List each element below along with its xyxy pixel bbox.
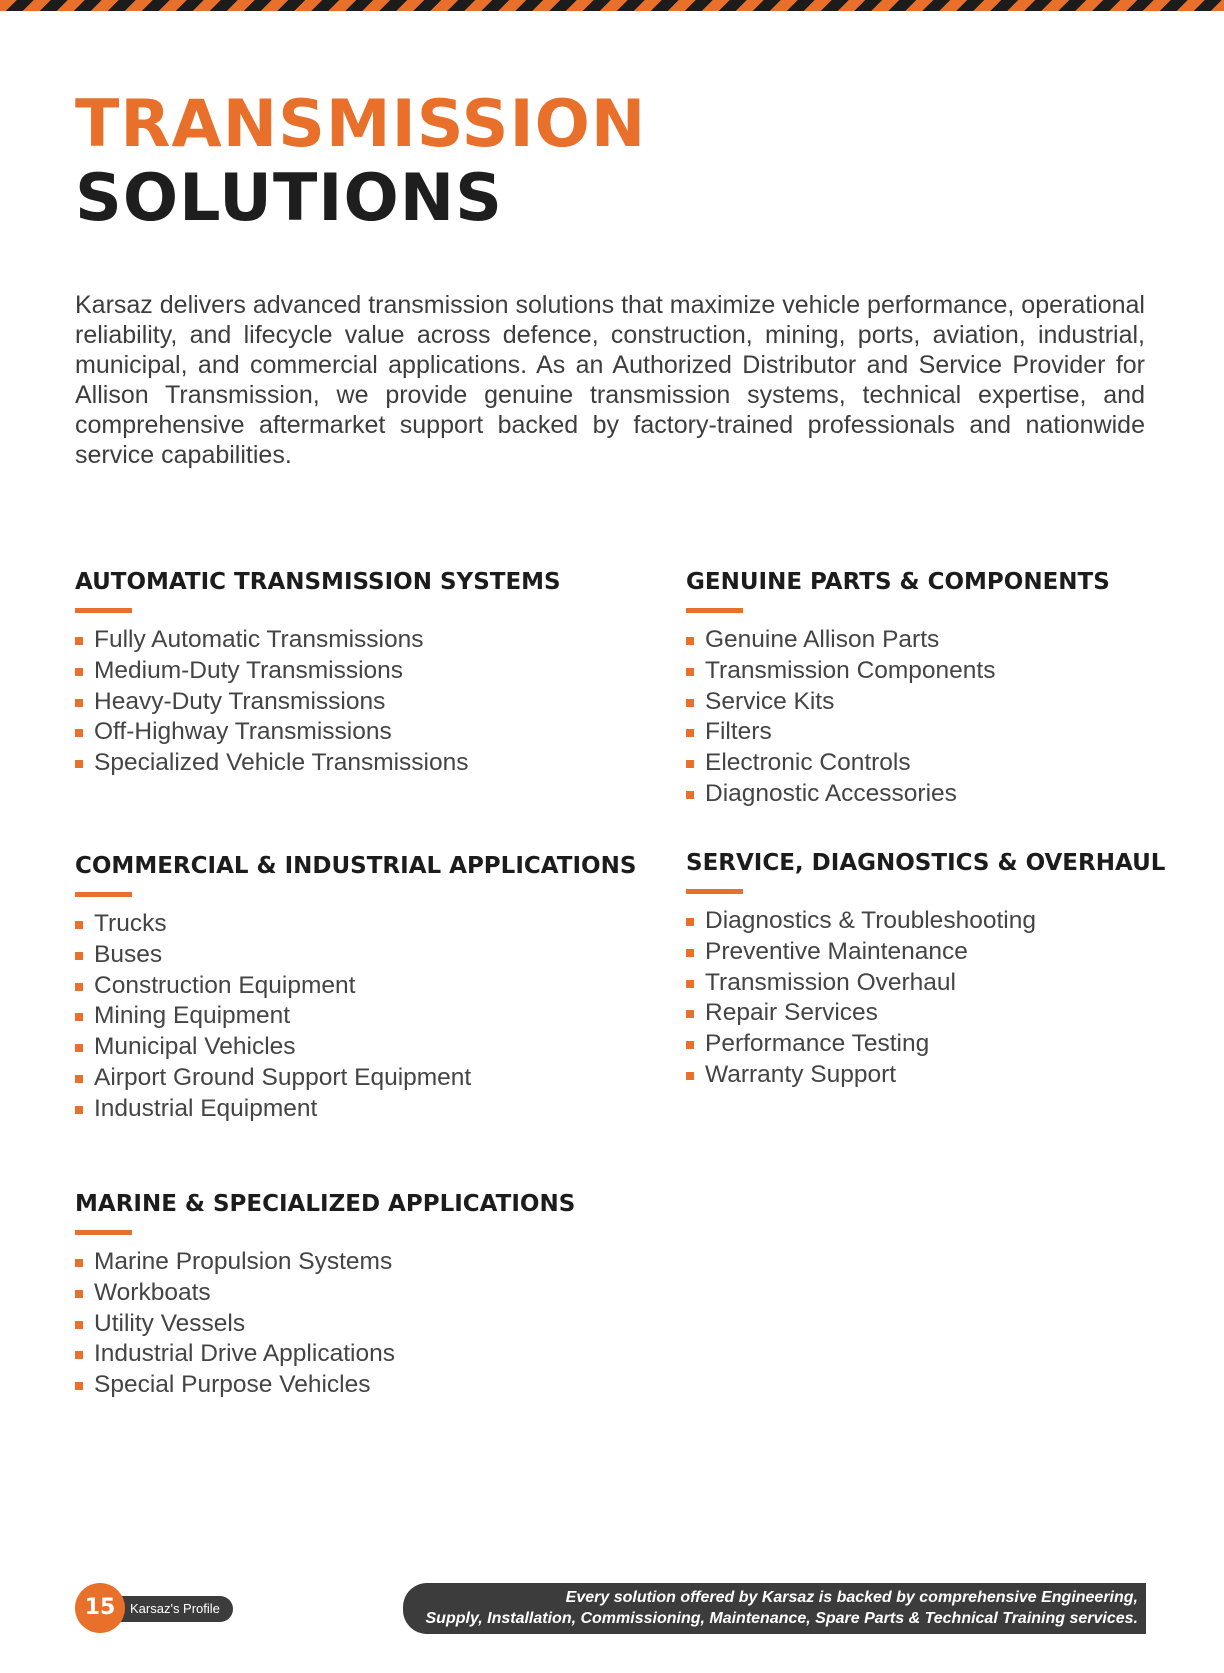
tagline-line-2: Supply, Installation, Commissioning, Maintenance, Spare Parts & Technical Training services. xyxy=(425,1610,1138,1627)
item-list xyxy=(686,625,1224,810)
tagline-line-1: Every solution offered by Karsaz is backed by comprehensive Engineering, xyxy=(565,1589,1138,1606)
bullet-square-icon xyxy=(75,760,83,768)
list-item: Diagnostic Accessories xyxy=(686,779,1224,810)
list-item: Off-Highway Transmissions xyxy=(75,717,635,748)
bullet-square-icon xyxy=(686,1010,694,1018)
intro-paragraph: Karsaz delivers advanced transmission solutions that maximize vehicle performance, operational reliability, and lifecycle value across defence, construction, mining, ports, aviation, industrial, municipal, and commercial applications. As an Authorized Distributor and Service Provider for Allison Transmission, we provide genuine transmission systems, technical expertise, and comprehensive aftermarket support backed by factory-trained professionals and nationwide service capabilities. xyxy=(75,291,1145,469)
list-item: Transmission Components xyxy=(686,656,1224,687)
list-item: Trucks xyxy=(75,909,635,940)
list-item: Warranty Support xyxy=(686,1060,1224,1091)
bullet-square-icon xyxy=(75,1075,83,1083)
title-line-1: TRANSMISSION xyxy=(75,87,647,162)
list-item: Preventive Maintenance xyxy=(686,937,1224,968)
bullet-square-icon xyxy=(75,1351,83,1359)
list-item: Utility Vessels xyxy=(75,1309,635,1340)
bullet-square-icon xyxy=(686,980,694,988)
list-item: Transmission Overhaul xyxy=(686,968,1224,999)
list-item: Medium-Duty Transmissions xyxy=(75,656,635,687)
bullet-square-icon xyxy=(686,729,694,737)
list-item: Filters xyxy=(686,717,1224,748)
title-line-2: SOLUTIONS xyxy=(75,161,503,236)
section-genuine-parts-components xyxy=(686,567,1224,810)
bullet-square-icon xyxy=(75,637,83,645)
heading-underline xyxy=(686,889,743,894)
bullet-square-icon xyxy=(75,1013,83,1021)
bullet-square-icon xyxy=(686,699,694,707)
list-item: Electronic Controls xyxy=(686,748,1224,779)
bullet-square-icon xyxy=(75,1290,83,1298)
bullet-square-icon xyxy=(686,949,694,957)
list-item: Airport Ground Support Equipment xyxy=(75,1063,635,1094)
section-automatic-transmission-systems xyxy=(75,567,635,779)
bullet-square-icon xyxy=(75,729,83,737)
list-item: Heavy-Duty Transmissions xyxy=(75,687,635,718)
list-item: Repair Services xyxy=(686,998,1224,1029)
page-title xyxy=(75,88,646,236)
bullet-square-icon xyxy=(75,983,83,991)
section-service-diagnostics-overhaul xyxy=(686,848,1224,1091)
bullet-square-icon xyxy=(686,1072,694,1080)
section-marine-specialized-applications xyxy=(75,1189,635,1401)
bullet-square-icon xyxy=(75,952,83,960)
list-item: Buses xyxy=(75,940,635,971)
hazard-stripe-border xyxy=(0,0,1224,11)
bullet-square-icon xyxy=(75,921,83,929)
item-list xyxy=(75,1247,635,1401)
list-item: Workboats xyxy=(75,1278,635,1309)
bullet-square-icon xyxy=(75,668,83,676)
section-heading: MARINE & SPECIALIZED APPLICATIONS xyxy=(75,1191,576,1217)
profile-label: Karsaz's Profile xyxy=(130,1601,220,1616)
bullet-square-icon xyxy=(686,637,694,645)
section-heading: AUTOMATIC TRANSMISSION SYSTEMS xyxy=(75,569,561,595)
section-commercial-industrial-applications xyxy=(75,851,635,1125)
list-item: Service Kits xyxy=(686,687,1224,718)
bullet-square-icon xyxy=(75,699,83,707)
section-heading: SERVICE, DIAGNOSTICS & OVERHAUL xyxy=(686,850,1166,876)
bullet-square-icon xyxy=(75,1382,83,1390)
bullet-square-icon xyxy=(686,918,694,926)
footer-tagline-banner xyxy=(403,1583,1146,1634)
bullet-square-icon xyxy=(686,1041,694,1049)
section-heading: GENUINE PARTS & COMPONENTS xyxy=(686,569,1110,595)
list-item: Diagnostics & Troubleshooting xyxy=(686,906,1224,937)
list-item: Fully Automatic Transmissions xyxy=(75,625,635,656)
item-list xyxy=(686,906,1224,1091)
bullet-square-icon xyxy=(686,791,694,799)
list-item: Marine Propulsion Systems xyxy=(75,1247,635,1278)
list-item: Special Purpose Vehicles xyxy=(75,1370,635,1401)
bullet-square-icon xyxy=(686,760,694,768)
bullet-square-icon xyxy=(686,668,694,676)
heading-underline xyxy=(75,1230,132,1235)
heading-underline xyxy=(75,892,132,897)
list-item: Mining Equipment xyxy=(75,1001,635,1032)
bullet-square-icon xyxy=(75,1106,83,1114)
list-item: Industrial Equipment xyxy=(75,1094,635,1125)
list-item: Genuine Allison Parts xyxy=(686,625,1224,656)
bullet-square-icon xyxy=(75,1259,83,1267)
item-list xyxy=(75,625,635,779)
list-item: Specialized Vehicle Transmissions xyxy=(75,748,635,779)
bullet-square-icon xyxy=(75,1044,83,1052)
list-item: Performance Testing xyxy=(686,1029,1224,1060)
list-item: Municipal Vehicles xyxy=(75,1032,635,1063)
page-number: 15 xyxy=(75,1583,125,1633)
item-list xyxy=(75,909,635,1125)
section-heading: COMMERCIAL & INDUSTRIAL APPLICATIONS xyxy=(75,853,637,879)
bullet-square-icon xyxy=(75,1321,83,1329)
page-number-badge xyxy=(75,1583,233,1633)
heading-underline xyxy=(75,608,132,613)
heading-underline xyxy=(686,608,743,613)
list-item: Industrial Drive Applications xyxy=(75,1339,635,1370)
list-item: Construction Equipment xyxy=(75,971,635,1002)
